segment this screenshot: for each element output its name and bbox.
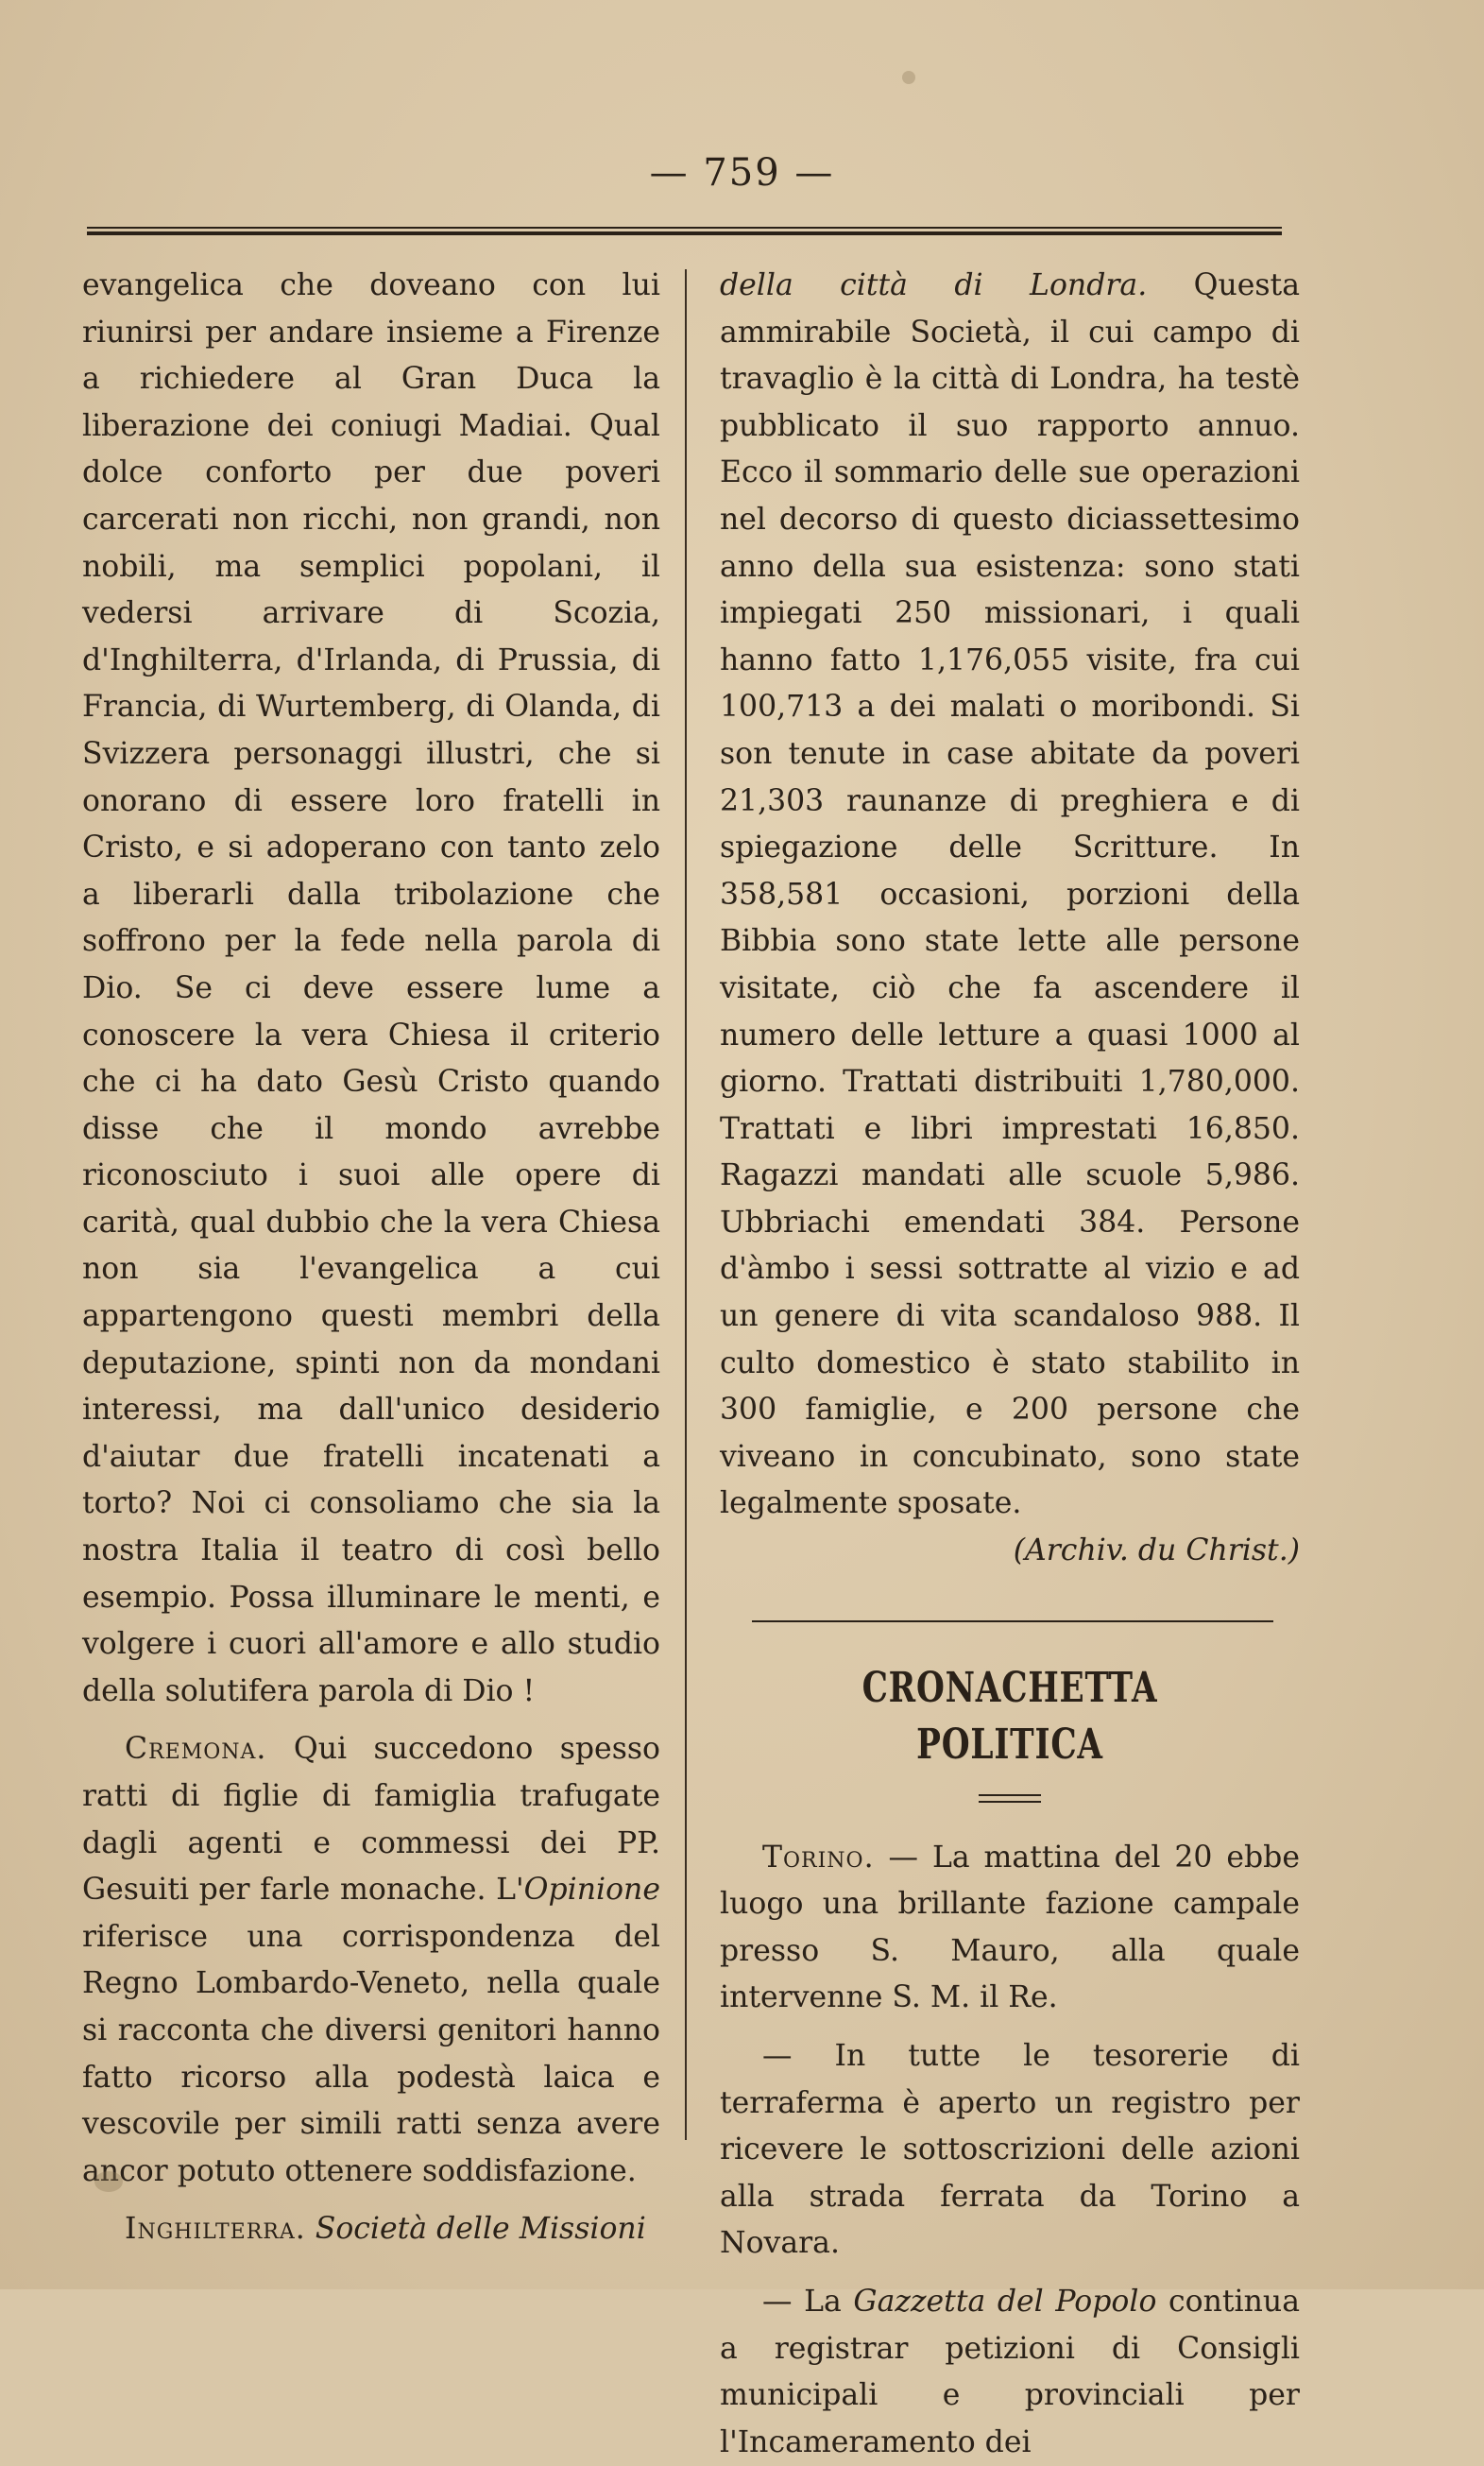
paragraph-torino-text: — La mattina del 20 ebbe luogo una brillante fazione campale presso S. Mauro, alla quale intervenne S. M. il Re.	[720, 1840, 1300, 2015]
source-citation: (Archiv. du Christ.)	[1013, 1533, 1300, 1568]
paragraph-madiai: evangelica che doveano con lui riunirsi per andare insieme a Firenze a richiedere al Gran Duca la liberazione dei coniugi Madiai. Qual dolce conforto per due poveri carcerati non ricchi, non grandi, non nobili, ma semplici popolani, il vedersi arrivare di Scozia, d'Inghilterra, d'Irlanda, di Prussia, di Francia, di Wurtemberg, di Olanda, di Svizzera personaggi illustri, che si onorano di essere loro fratelli in Cristo, e si adoperano con tanto zelo a liberarli dalla tribolazione che soffrono per la fede nella parola di Dio. Se ci deve essere lume a conoscere la vera Chiesa il criterio che ci ha dato Gesù Cristo quando disse che il mondo avrebbe riconosciuto i suoi alle opere di carità, qual dubbio che la vera Chiesa non sia l'evangelica a cui appartengono questi membri della deputazione, spinti non da mondani interessi, ma dall'unico desiderio d'aiutar due fratelli incatenati a torto? Noi ci consoliamo che sia la nostra Italia il teatro di così bello esempio. Possa illuminare le menti, e volgere i cuori all'amore e allo studio della solutifera parola di Dio !	[82, 268, 660, 1708]
paragraph-gazzetta-text-b: continua a registrar petizioni di Consigli municipali e provinciali per l'Incameramento dei	[720, 2284, 1300, 2459]
paragraph-gazzetta	[720, 2279, 1300, 2466]
society-name-part2: della città di Londra.	[720, 268, 1148, 302]
society-name-part1: Società delle Missioni	[305, 2212, 646, 2247]
paragraph-tesorerie: — In tutte le tesorerie di terraferma è aperto un registro per ricevere le sottoscrizioni delle azioni alla strada ferrata da Torino a Novara.	[720, 2039, 1300, 2261]
header-rule	[87, 227, 1282, 235]
newspaper-name-gazzetta: Gazzetta del Popolo	[853, 2284, 1157, 2319]
column-divider	[685, 269, 687, 2140]
place-cremona: Cremona.	[125, 1732, 267, 1767]
paragraph-gazzetta-text-a: — La	[762, 2284, 854, 2319]
paragraph-london-text: Questa ammirabile Società, il cui campo di travaglio è la città di Londra, ha testè pubblicato il suo rapporto annuo. Ecco il sommario delle sue operazioni nel decorso di questo diciassettesimo anno della sua esistenza: sono stati impiegati 250 missionari, i quali hanno fatto 1,176,055 visite, fra cui 100,713 a dei malati o moribondi. Si son tenute in case abitate da poveri 21,303 raunanze di preghiera e di spiegazione delle Scritture. In 358,581 occasioni, porzioni della Bibbia sono state lette alle persone visitate, ciò che fa ascendere il numero delle letture a quasi 1000 al giorno. Trattati distribuiti 1,780,000. Trattati e libri imprestati 16,850. Ragazzi mandati alle scuole 5,986. Ubbriachi emendati 384. Persone d'àmbo i sessi sottratte al vizio e ad un genere di vita scandaloso 988. Il culto domestico è stato stabilito in 300 famiglie, e 200 persone che viveano in concubinato, sono state legalmente sposate.	[720, 268, 1300, 1521]
newspaper-name-opinione: Opinione	[523, 1873, 660, 1908]
paragraph-london-missions	[720, 263, 1300, 1528]
right-column	[720, 263, 1300, 2466]
left-column	[82, 263, 660, 2253]
section-rule	[752, 1620, 1273, 1622]
paragraph-cremona	[82, 1726, 660, 2195]
paper-stain	[902, 71, 915, 84]
heading-underline	[979, 1794, 1041, 1803]
paragraph-cremona-text-a: Qui succedono spesso ratti di figlie di famiglia trafugate dagli agenti e commessi dei PP. Gesuiti per farle monache. L'	[82, 1732, 660, 1908]
paragraph-torino	[720, 1835, 1300, 2022]
section-heading: CRONACHETTA POLITICA	[861, 1663, 1158, 1769]
place-torino: Torino.	[762, 1840, 875, 1875]
paragraph-inghilterra	[82, 2206, 660, 2253]
paper-stain	[94, 2171, 123, 2192]
paragraph-cremona-text-b: riferisce una corrispondenza del Regno Lombardo-Veneto, nella quale si racconta che diversi genitori hanno fatto ricorso alla podestà laica e vescovile per simili ratti senza avere ancor potuto ottenere soddisfazione.	[82, 1919, 660, 2188]
place-inghilterra: Inghilterra.	[125, 2212, 306, 2247]
page-number: — 759 —	[649, 151, 835, 195]
